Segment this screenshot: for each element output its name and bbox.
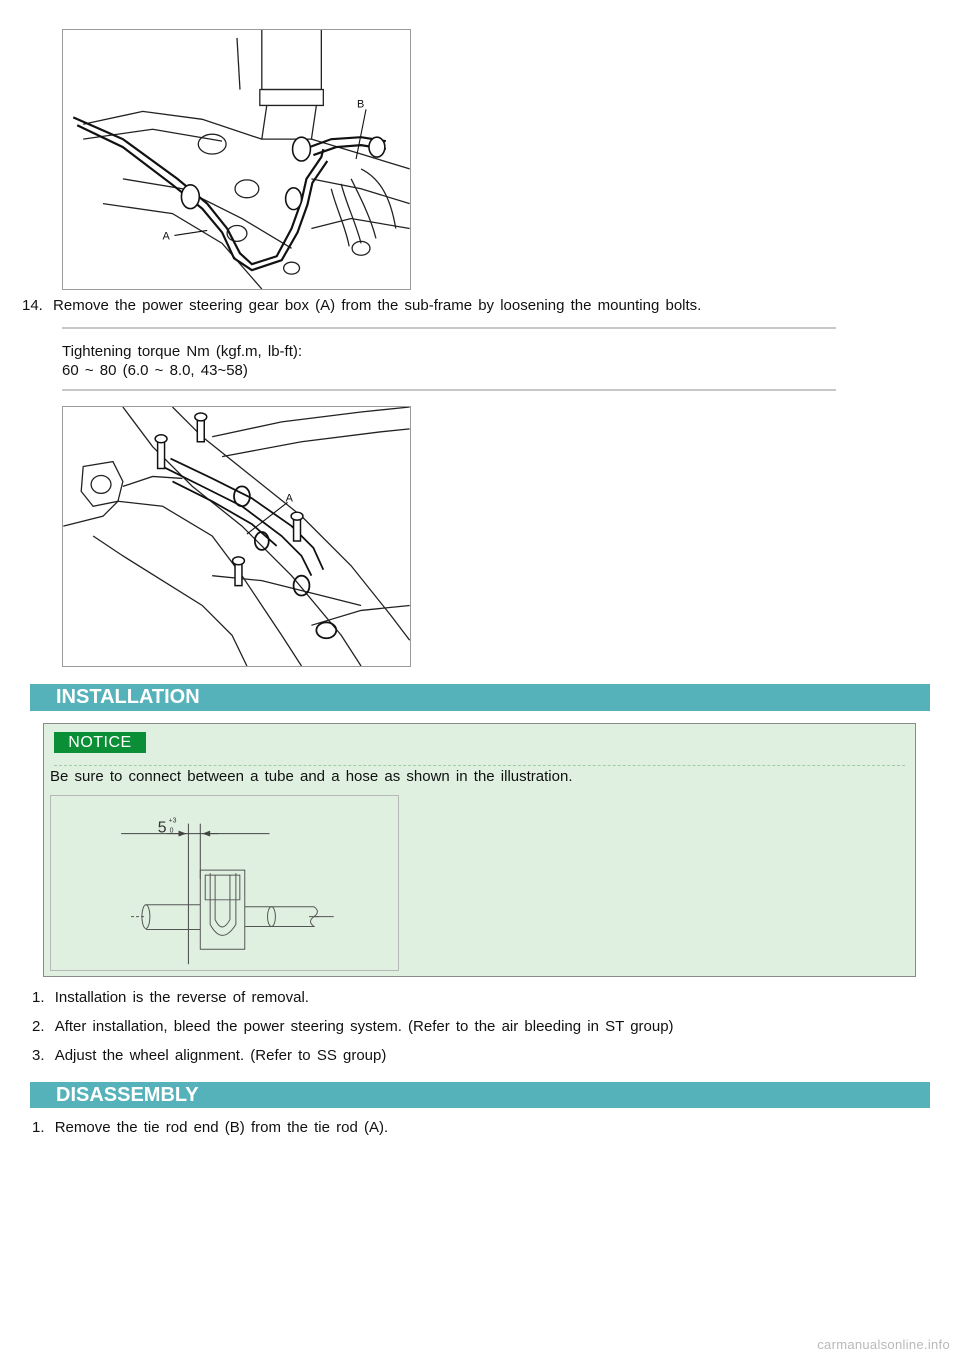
install-step-3 [32,1046,386,1066]
figure-gear-box [62,406,411,667]
figure-tube-hose [50,795,399,971]
step-number: 2. [32,1018,45,1035]
disassembly-heading: DISASSEMBLY [30,1082,930,1108]
figure2-label-a: A [285,492,293,505]
notice-tag: NOTICE [54,732,146,753]
dimension-tol-lower: 0 [169,827,174,835]
notice-divider [54,765,905,766]
notice-box [43,723,916,977]
figure1-label-b: B [357,98,365,111]
tube-hose-illustration [51,796,398,970]
install-step-2 [32,1017,674,1037]
step-text: After installation, bleed the power steering system. (Refer to the air bleeding in ST group) [54,1018,674,1035]
footer-watermark: carmanualsonline.info [817,1337,950,1352]
torque-line-1: Tightening torque Nm (kgf.m, lb-ft): [62,343,303,360]
step-text: Adjust the wheel alignment. (Refer to SS group) [54,1047,387,1064]
step-text: Remove the tie rod end (B) from the tie rod (A). [54,1119,389,1136]
step-14 [22,296,701,316]
disassembly-step-1 [32,1118,388,1138]
step-number: 14. [22,297,43,314]
torque-divider-bottom [62,389,836,391]
torque-divider-top [62,327,836,329]
step-number: 3. [32,1047,45,1064]
install-step-1 [32,988,309,1008]
installation-heading: INSTALLATION [30,684,930,711]
step-text: Remove the power steering gear box (A) from the sub-frame by loosening the mounting bolts. [53,297,702,314]
gear-box-illustration [63,407,410,666]
dimension-tol-upper: +3 [168,817,177,825]
notice-text: Be sure to connect between a tube and a hose as shown in the illustration. [50,768,573,785]
dimension-value: 5 [157,819,167,837]
tube-illustration [63,30,410,289]
torque-line-2: 60 ~ 80 (6.0 ~ 8.0, 43~58) [62,362,248,379]
figure1-label-a: A [162,230,170,243]
step-number: 1. [32,989,45,1006]
step-text: Installation is the reverse of removal. [54,989,309,1006]
step-number: 1. [32,1119,45,1136]
figure-pressure-tube [62,29,411,290]
